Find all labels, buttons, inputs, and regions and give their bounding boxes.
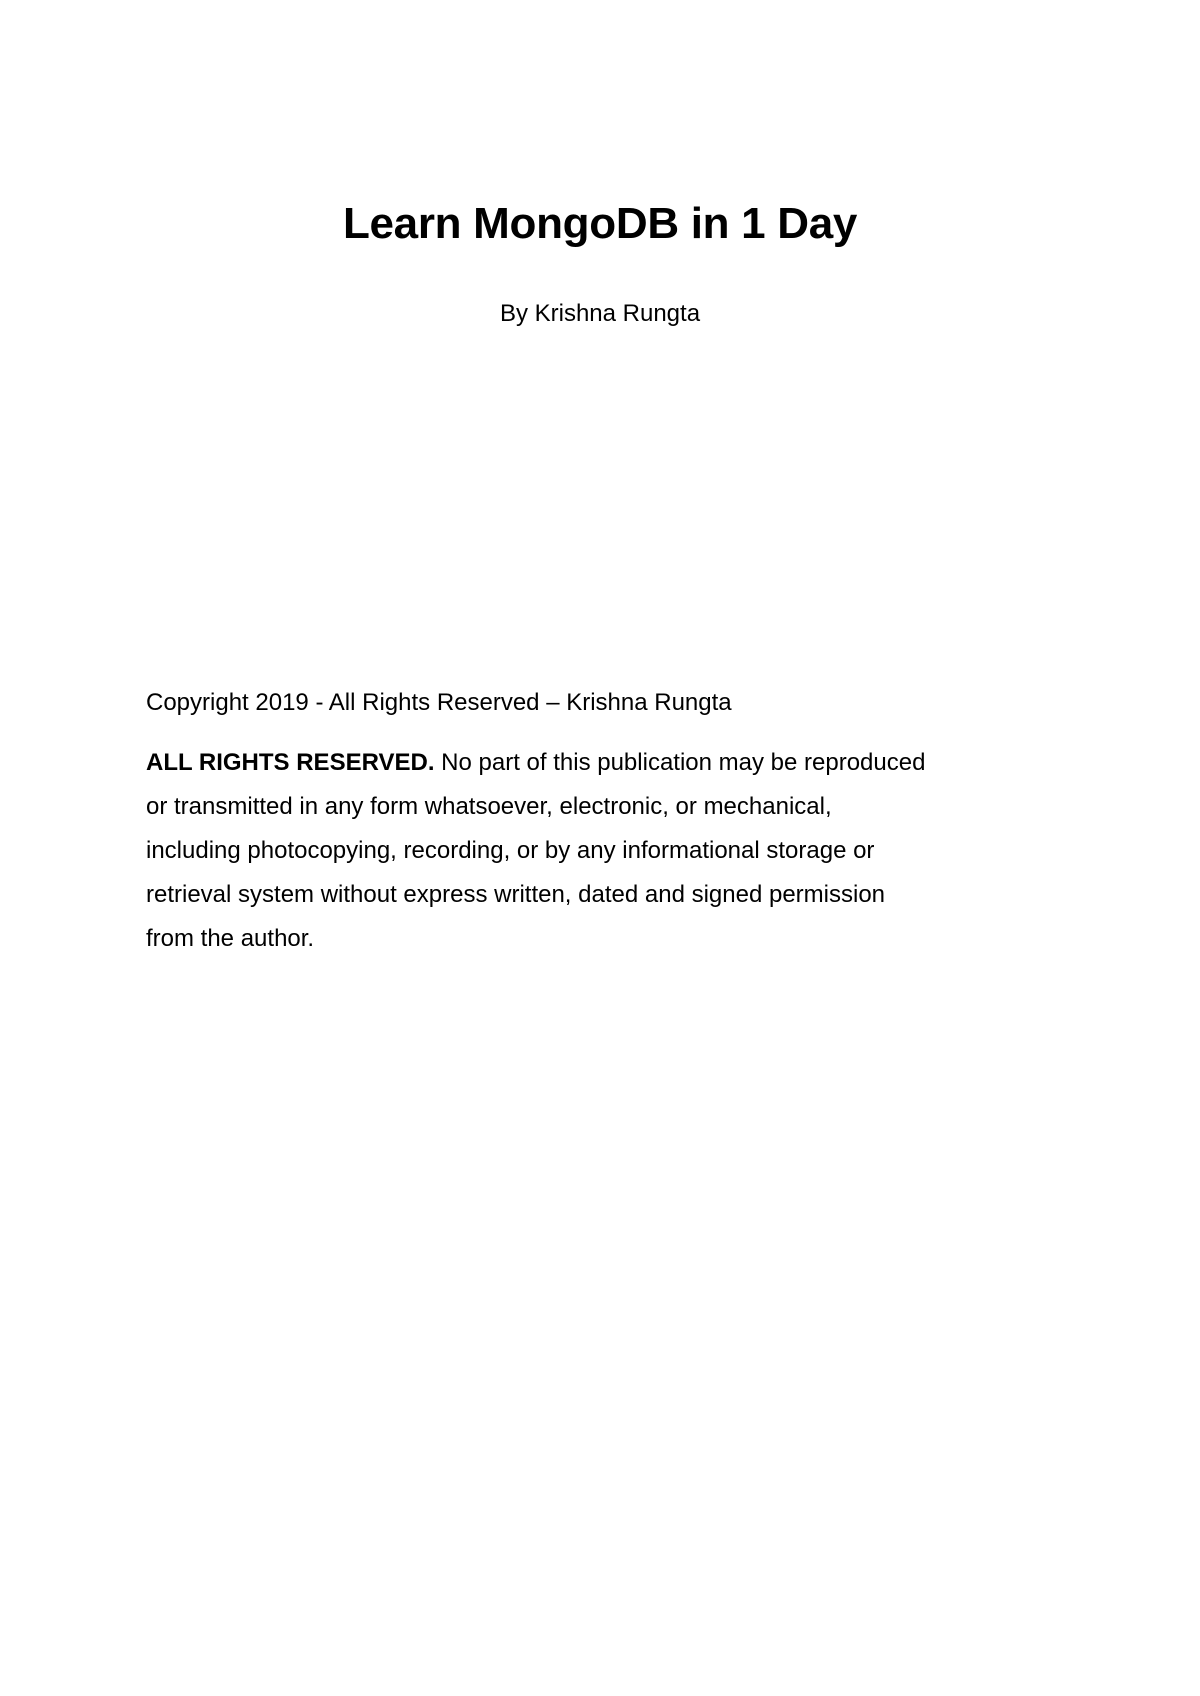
- rights-notice-line: or transmitted in any form whatsoever, electronic, or mechanical,: [146, 793, 832, 820]
- book-title: Learn MongoDB in 1 Day: [342, 199, 858, 248]
- rights-notice-line: from the author.: [146, 925, 315, 952]
- rights-notice: [146, 741, 1026, 961]
- rights-notice-line: including photocopying, recording, or by any informational storage or: [146, 837, 875, 864]
- rights-notice-line: retrieval system without express written, dated and signed permission: [146, 881, 886, 908]
- rights-text: No part of this publication may be reproduced: [434, 749, 926, 776]
- author-byline: By Krishna Rungta: [499, 300, 701, 327]
- copyright-line: Copyright 2019 - All Rights Reserved – Krishna Rungta: [146, 689, 732, 716]
- rights-heading: ALL RIGHTS RESERVED.: [146, 749, 435, 776]
- rights-notice-line: [146, 741, 1026, 785]
